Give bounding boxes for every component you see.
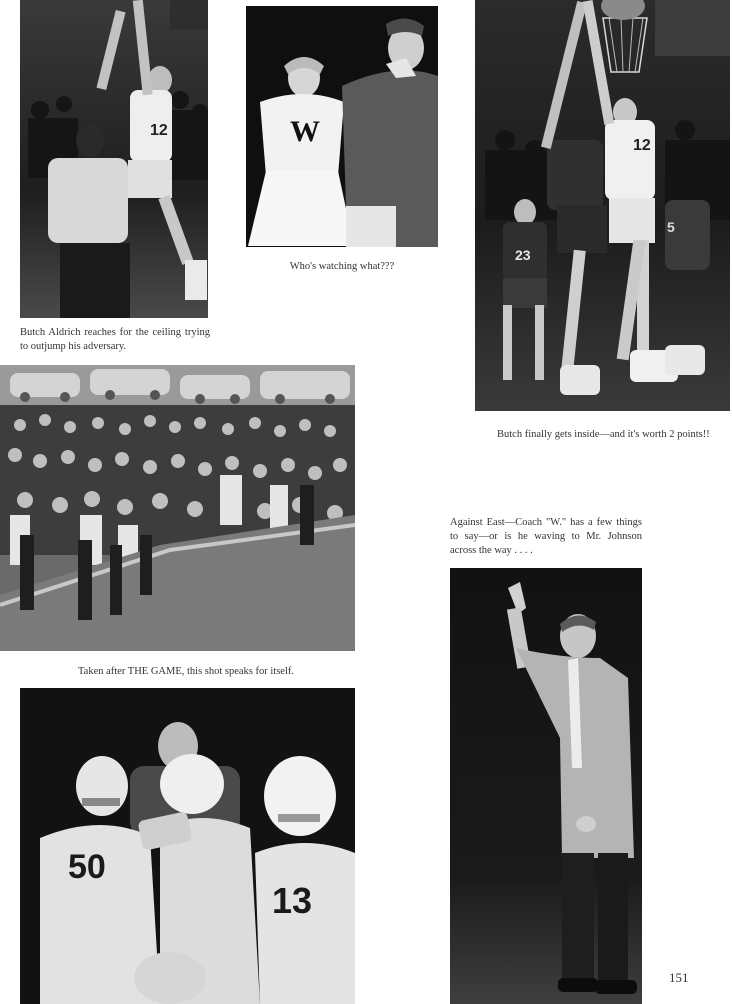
caption-aldrich: Butch Aldrich reaches for the ceiling trying to outjump his adversary. — [20, 327, 210, 352]
photo-basketball-inside — [475, 0, 730, 411]
photo-cheerleader — [246, 6, 438, 247]
jersey-number-50: 50 — [68, 848, 106, 886]
page-number: 151 — [669, 970, 689, 985]
photo-crowd — [0, 365, 355, 651]
caption-watching: Who's watching what??? — [289, 261, 395, 272]
caption-inside: Butch finally gets inside—and it's worth 2 points!! — [497, 429, 710, 440]
sweater-letter-w: W — [290, 115, 320, 148]
jersey-number-13: 13 — [272, 880, 313, 921]
caption-game: Taken after THE GAME, this shot speaks for itself. — [77, 666, 295, 677]
jersey-number-12-b: 12 — [633, 137, 651, 154]
jersey-number-23: 23 — [515, 247, 531, 263]
photo-basketball-jump — [20, 0, 208, 318]
caption-coach: Against East—Coach "W." has a few things to say—or is he waving to Mr. Johnson across the way . . . . — [450, 517, 642, 556]
photo-football — [20, 688, 355, 1004]
jersey-number-5: 5 — [667, 219, 675, 235]
jersey-number-12: 12 — [150, 122, 168, 139]
photo-coach — [450, 568, 642, 1004]
